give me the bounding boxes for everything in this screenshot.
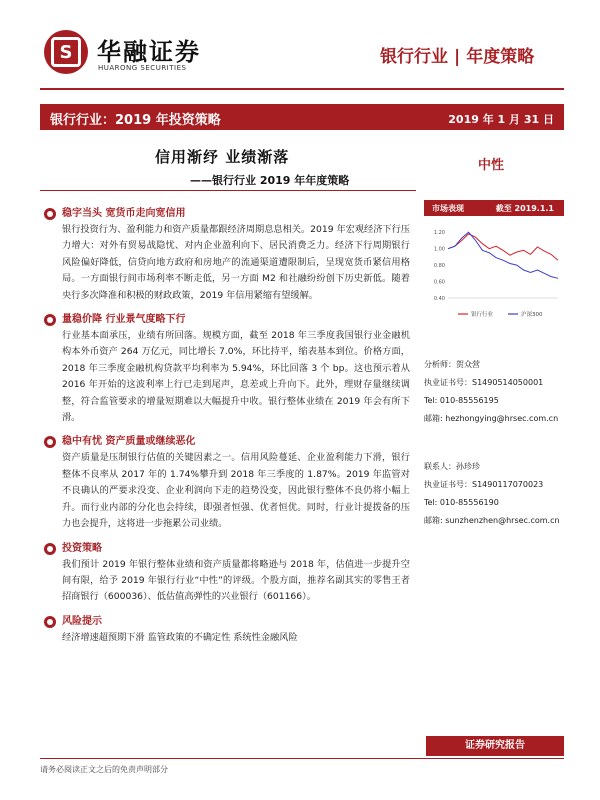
banner-title: 银行行业：2019 年投资策略 <box>50 113 221 128</box>
bullet-icon <box>44 436 56 448</box>
section-body: 我们预计 2019 年银行整体业绩和资产质量都将略逊与 2018 年，估值进一步提升空间有限，给予 2019 年银行行业“中性”的评级。个股方面，推荐名副其实的零售王者招商银行（600036）、低估值高弹性的兴业银行（601166）。 <box>62 558 410 603</box>
contact-name-line: 联系人：孙珍珍 <box>424 462 480 471</box>
series-line-1 <box>448 234 558 260</box>
analyst-name: 贺众营 <box>456 360 480 369</box>
section <box>62 312 410 426</box>
sidebar <box>424 200 564 530</box>
section-heading: 风险提示 <box>44 614 410 630</box>
header-tags <box>380 42 534 67</box>
chart-header <box>424 200 564 216</box>
bullet-icon <box>44 314 56 326</box>
section <box>62 206 410 304</box>
title-banner <box>40 104 564 130</box>
y-tick-label: 0.80 <box>433 263 445 270</box>
contact-name: 孙珍珍 <box>456 462 480 471</box>
y-tick-label: 1.00 <box>433 246 445 253</box>
section-body: 行业基本面承压，业绩有所回落。规模方面，截至 2018 年三季度我国银行业金融机构本外币资产 264 万亿元，同比增长 7.0%，环比持平，缩表基本到位。价格方面，2018 年三季度金融机构贷款平均利率为 5.94%，环比回落 3 个 bp。这也预示着从 2016 年开始的这波利率上行已走到尾声，息差或上升向下。此外，理财存量继续调整，符合监管要求的增量短期难以大幅提升中收。银行整体业绩在 2019 年会有所下滑。 <box>62 330 410 424</box>
y-tick-label: 0.40 <box>433 296 445 302</box>
main-content <box>62 206 410 654</box>
contact-tel: 010-85556190 <box>439 498 499 507</box>
brand-logo <box>44 30 88 74</box>
bullet-icon <box>44 543 56 555</box>
header-industry: 银行行业 <box>380 47 448 67</box>
section <box>62 434 410 532</box>
banner-date: 2019 年 1 月 31 日 <box>448 113 554 126</box>
brand-name-cn: 华融证券 <box>97 38 201 66</box>
analyst-cert-line: 执业证书号：S1490514050001 <box>424 378 544 387</box>
contact-email-line: 邮箱: sunzhenzhen@hrsec.com.cn <box>424 516 560 525</box>
contact-tel-line: Tel: 010-85556190 <box>424 498 499 507</box>
analyst-email[interactable]: hezhongying@hrsec.com.cn <box>445 414 559 423</box>
bullet-icon <box>44 208 56 220</box>
section-heading: 投资策略 <box>44 541 410 557</box>
footer-badge: 证券研究报告 <box>426 736 564 756</box>
section-heading: 量稳价降 行业景气度略下行 <box>44 312 410 328</box>
section <box>62 614 410 646</box>
legend-label: 沪深300 <box>521 312 543 318</box>
chart-date: 截至 2019.1.1 <box>495 204 554 213</box>
section-body: 银行投资行为、盈利能力和资产质量都跟经济周期息息相关。2019 年宏观经济下行压力增大：对外有贸易战隐忧、对内企业盈利向下、居民消费乏力。经济下行周期银行风险偏好降低，信贷向地方政府和房地产的流通渠道遭限制后，呈现宽货币紧信用格局。一方面银行间市场利率不断走低，另一方面 M2 和社融纷纷创下历史新低。随着央行多次降准和积极的财政政策，2019 年信用紧缩有望缓解。 <box>62 224 410 301</box>
footer-disclaimer: 请务必阅读正文之后的免责声明部分 <box>40 765 168 774</box>
report-subtitle: ——银行行业 2019 年年度策略 <box>190 174 350 187</box>
section-body: 经济增速超预期下滑 监管政策的不确定性 系统性金融风险 <box>62 631 298 643</box>
header-separator: | <box>454 47 461 67</box>
header-divider <box>40 88 564 90</box>
header-report-type: 年度策略 <box>466 47 535 67</box>
contact-email[interactable]: sunzhenzhen@hrsec.com.cn <box>445 516 560 525</box>
contact-block <box>424 458 564 530</box>
brand-name-en: HUARONG SECURITIES <box>98 64 187 72</box>
series-line-2 <box>448 232 558 278</box>
analyst-block <box>424 356 564 428</box>
market-chart <box>424 216 564 326</box>
y-tick-label: 1.20 <box>433 230 445 237</box>
brand-logo-glyph: S <box>51 37 81 67</box>
section <box>62 541 410 606</box>
analyst-tel-line: Tel: 010-85556195 <box>424 396 499 405</box>
contact-cert-line: 执业证书号：S1490117070023 <box>424 480 544 489</box>
bullet-icon <box>44 616 56 628</box>
footer-divider <box>40 758 564 759</box>
chart-title: 市场表现 <box>432 204 464 213</box>
section-body: 资产质量是压制银行估值的关键因素之一。信用风险蔓延、企业盈利能力下滑，银行整体不良率从 2017 年的 1.74%攀升到 2018 年三季度的 1.87%。2019 年监管对不良确认的严要求没变、企业利润向下走的趋势没变，因此银行整体不良仍将小幅上升。而行业内部的分化也会持续，即强者恒强、优者恒优。同时，行业计提拨备的压力也会提升，这将进一步拖累公司业绩。 <box>62 452 410 530</box>
analyst-email-line: 邮箱: hezhongying@hrsec.com.cn <box>424 414 559 423</box>
market-chart-svg <box>424 216 564 326</box>
contact-cert: S1490117070023 <box>472 480 544 489</box>
section-heading: 稳字当头 宽货币走向宽信用 <box>44 206 410 222</box>
legend-label: 银行行业 <box>471 312 494 318</box>
y-tick-label: 0.60 <box>433 279 445 286</box>
rating-badge: 中性 <box>478 158 505 173</box>
analyst-name-line: 分析师：贺众营 <box>424 360 480 369</box>
analyst-cert: S1490514050001 <box>472 378 544 387</box>
title-divider <box>40 190 416 191</box>
analyst-tel: 010-85556195 <box>439 396 499 405</box>
section-heading: 稳中有忧 资产质量或继续恶化 <box>44 434 410 450</box>
report-title: 信用渐纾 业绩渐落 <box>155 148 290 166</box>
